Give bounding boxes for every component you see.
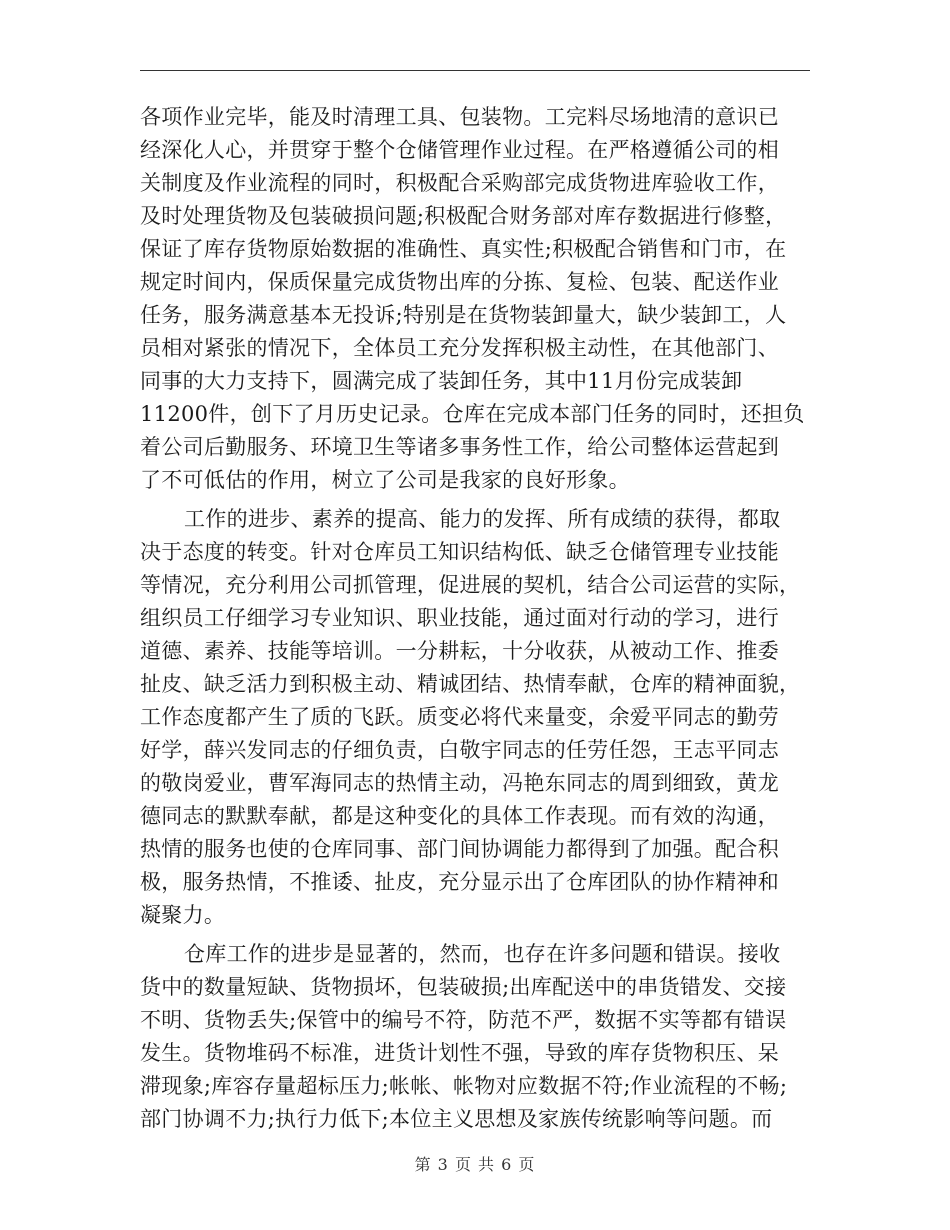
text-line: 组织员工仔细学习专业知识、职业技能，通过面对行动的学习，进行 <box>140 606 779 630</box>
text-line: 道德、素养、技能等培训。一分耕耘，十分收获，从被动工作、推委 <box>140 639 779 663</box>
text-line: 不明、货物丢失;保管中的编号不符，防范不严，数据不实等都有错误 <box>140 1008 787 1032</box>
text-line: 关制度及作业流程的同时，积极配合采购部完成货物进库验收工作， <box>140 171 779 195</box>
text-line: 任务，服务满意基本无投诉;特别是在货物装卸量大，缺少装卸工，人 <box>140 303 787 327</box>
text-line: 了不可低估的作用，树立了公司是我家的良好形象。 <box>140 468 630 492</box>
text-line: 仓库工作的进步是显著的，然而，也存在许多问题和错误。接收 <box>184 942 781 966</box>
text-line: 经深化人心，并贯穿于整个仓储管理作业过程。在严格遵循公司的相 <box>140 138 779 162</box>
text-line: 等情况，充分利用公司抓管理，促进展的契机，结合公司运营的实际， <box>140 573 801 597</box>
text-line: 保证了库存货物原始数据的准确性、真实性;积极配合销售和门市，在 <box>140 237 787 261</box>
text-line: 好学，薛兴发同志的仔细负责，白敬宇同志的任劳任怨，王志平同志 <box>140 738 779 762</box>
text-line: 货中的数量短缺、货物损坏，包装破损;出库配送中的串货错发、交接 <box>140 975 787 999</box>
paragraph-1 <box>140 101 810 497</box>
text-line: 同事的大力支持下，圆满完成了装卸任务，其中11月份完成装卸 <box>140 369 743 393</box>
text-line: 部门协调不力;执行力低下;本位主义思想及家族传统影响等问题。而 <box>140 1107 773 1131</box>
text-line: 滞现象;库容存量超标压力;帐帐、帐物对应数据不符;作业流程的不畅; <box>140 1074 788 1098</box>
header-rule <box>140 70 810 71</box>
text-line: 扯皮、缺乏活力到积极主动、精诚团结、热情奉献，仓库的精神面貌， <box>140 672 801 696</box>
text-line: 工作态度都产生了质的飞跃。质变必将代来量变，余爱平同志的勤劳 <box>140 705 779 729</box>
text-line: 发生。货物堆码不标准，进货计划性不强，导致的库存货物积压、呆 <box>140 1041 779 1065</box>
text-line: 德同志的默默奉献，都是这种变化的具体工作表现。而有效的沟通， <box>140 804 779 828</box>
text-line: 规定时间内，保质保量完成货物出库的分拣、复检、包装、配送作业 <box>140 270 779 294</box>
text-line: 着公司后勤服务、环境卫生等诸多事务性工作，给公司整体运营起到 <box>140 435 779 459</box>
text-line: 各项作业完毕，能及时清理工具、包装物。工完料尽场地清的意识已 <box>140 105 779 129</box>
paragraph-2 <box>140 503 810 932</box>
text-line: 凝聚力。 <box>140 903 226 927</box>
text-line: 极，服务热情，不推诿、扯皮，充分显示出了仓库团队的协作精神和 <box>140 870 779 894</box>
text-line: 的敬岗爱业，曹军海同志的热情主动，冯艳东同志的周到细致，黄龙 <box>140 771 779 795</box>
text-line: 员相对紧张的情况下，全体员工充分发挥积极主动性，在其他部门、 <box>140 336 779 360</box>
text-line: 决于态度的转变。针对仓库员工知识结构低、缺乏仓储管理专业技能 <box>140 540 779 564</box>
page-number-footer: 第 3 页 共 6 页 <box>414 1155 536 1174</box>
text-line: 热情的服务也使的仓库同事、部门间协调能力都得到了加强。配合积 <box>140 837 779 861</box>
paragraph-3 <box>140 938 810 1136</box>
text-line: 及时处理货物及包装破损问题;积极配合财务部对库存数据进行修整， <box>140 204 787 228</box>
text-line: 11200件，创下了月历史记录。仓库在完成本部门任务的同时，还担负 <box>140 402 805 426</box>
document-body <box>140 101 810 1136</box>
text-line: 工作的进步、素养的提高、能力的发挥、所有成绩的获得，都取 <box>184 507 781 531</box>
